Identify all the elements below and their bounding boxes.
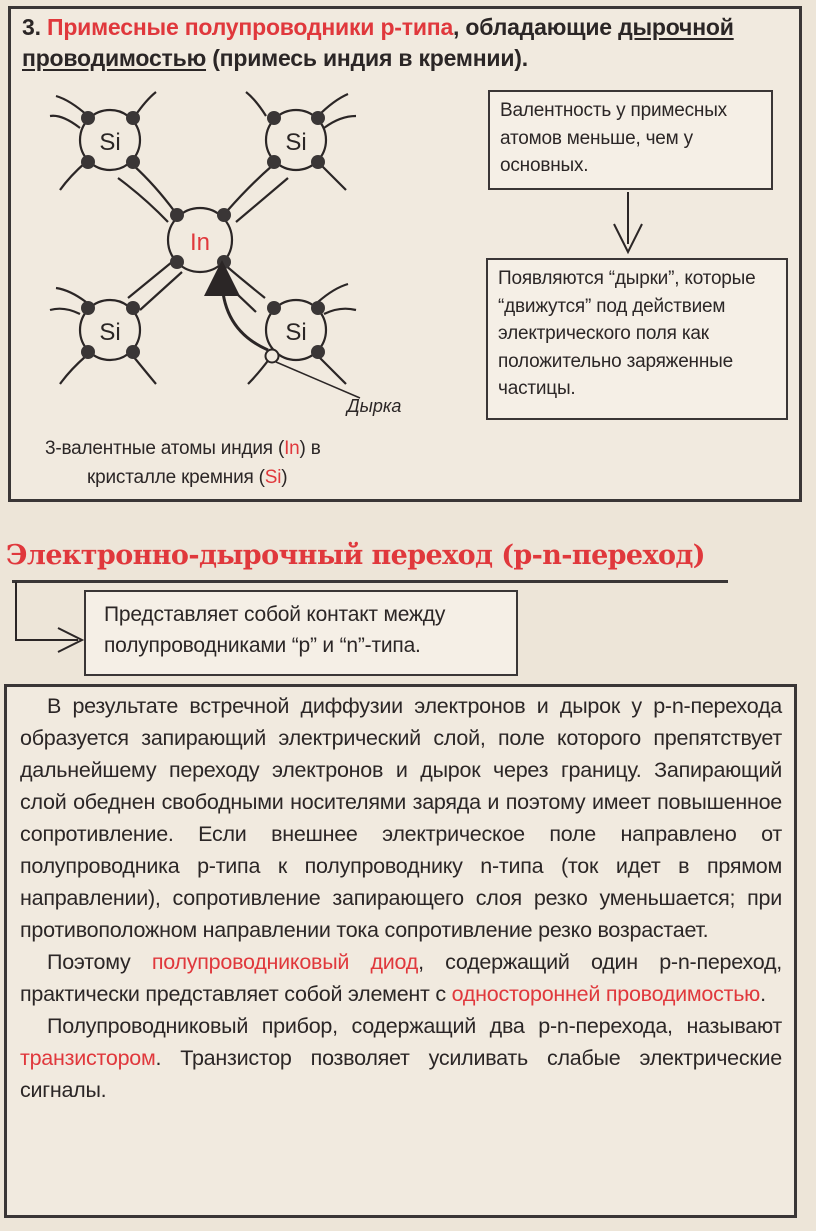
heading-underlined-1: дырочной [618, 14, 734, 40]
p2-text-1: Поэтому [47, 950, 152, 974]
term-one-way-conductivity: односторонней проводимостью [451, 982, 761, 1006]
section-number: 3. [22, 14, 41, 40]
caption-si: Si [264, 467, 282, 488]
term-transistor: транзистором [20, 1046, 156, 1070]
pn-junction-heading: Электронно-дырочный переход (p-n-переход) [6, 540, 705, 571]
label-si-4: Si [285, 319, 307, 346]
note-holes: Появляются “дырки”, которые “движутся” под действием электрического поля как положительно заряженные частицы. [486, 258, 788, 420]
heading-underlined-2: проводимостью [22, 45, 207, 71]
heading-red-term: Примесные полупроводники p-типа [47, 14, 454, 40]
heading-end: (примесь индия в кремнии). [206, 45, 528, 71]
paragraph-1: В результате встречной диффузии электронов и дырок у p-n-перехода образуется запирающий электрический слой, поле которого препятствует дальнейшему переходу электронов и дырок через границу. Запирающий слой обеднен свободными носителями заряда и поэтому имеет повышенное сопротивление. Если внешнее электрическое поле направлено от полупроводника p-типа к полупроводнику n-типа (ток идет в прямом направлении), сопротивление запирающего слоя резко уменьшается; при противоположном направлении тока сопротивление резко возрастает. [20, 694, 782, 942]
heading-text: , обладающие [453, 14, 619, 40]
paragraph-2 [20, 946, 782, 1010]
body-text [20, 690, 782, 1106]
label-si-1: Si [99, 129, 121, 156]
note-valence: Валентность у примесных атомов меньше, чем у основных. [488, 90, 773, 190]
definition-box: Представляет собой контакт между полупроводниками “p” и “n”-типа. [84, 590, 518, 676]
p2-text-3: . [760, 982, 766, 1006]
label-in: In [189, 229, 211, 256]
caption-text-1: 3-валентные атомы индия ( [45, 438, 285, 459]
hole-label: Дырка [347, 396, 402, 416]
paragraph-3 [20, 1010, 782, 1106]
term-diode: полупроводниковый диод [151, 950, 419, 974]
p3-text-1: Полупроводниковый прибор, содержащий два p-n-перехода, называют [47, 1014, 782, 1038]
caption-text-3: кристалле кремния ( [87, 467, 265, 488]
caption-text-4: ) [281, 467, 288, 488]
p3-text-2: . Транзистор позволяет усиливать слабые электрические сигналы. [20, 1046, 782, 1102]
label-si-2: Si [285, 129, 307, 156]
p2-text-2: , содержащий один p-n-переход, практически представляет собой элемент с [20, 950, 782, 1006]
label-si-3: Si [99, 319, 121, 346]
caption-in: In [284, 438, 300, 459]
caption-text-2: ) в [299, 438, 321, 459]
